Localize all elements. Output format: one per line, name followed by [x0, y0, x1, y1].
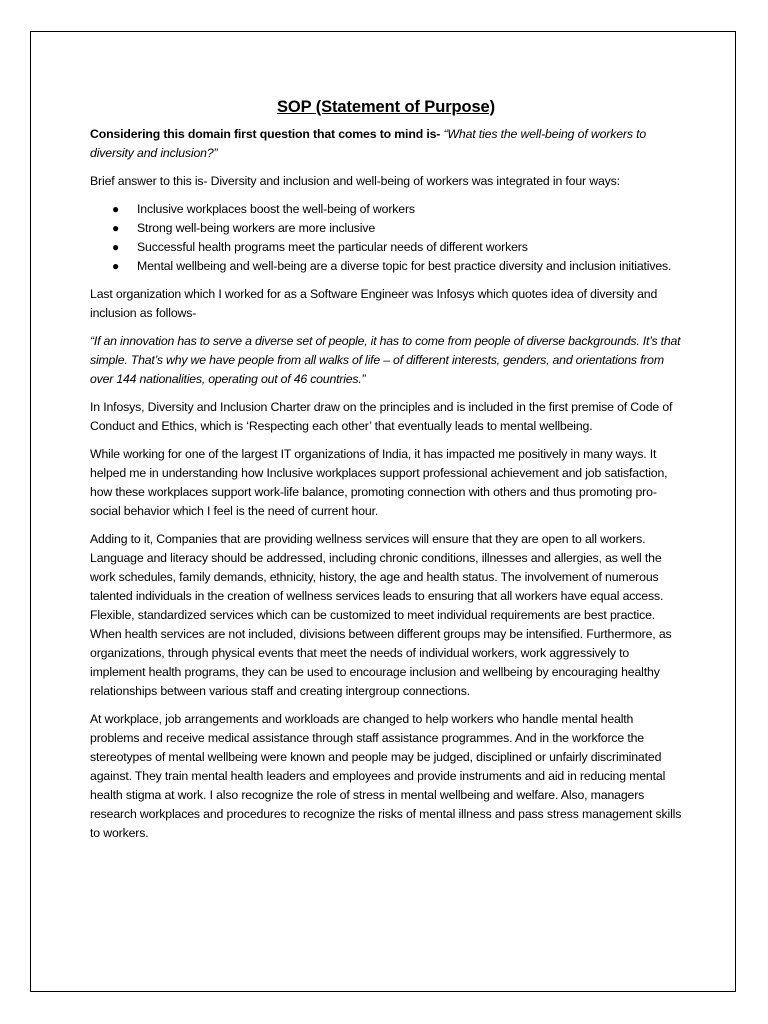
bullet-item: [90, 219, 682, 238]
intro-question: “What ties the well-being of workers to diversity and inclusion?”: [90, 127, 647, 160]
adding-to-it-paragraph: Adding to it, Companies that are providing wellness services will ensure that they are open to all workers. Language and literacy should be addressed, including chronic conditions, illnesses and allergies, as well the work schedules, family demands, ethnicity, history, the age and health status. The involvement of numerous talented individuals in the creation of wellness services leads to ensuring that all workers have equal access. Flexible, standardized services which can be customized to meet individual requirements are best practice. When health services are not included, divisions between different groups may be intensified. Furthermore, as organizations, through physical events that meet the needs of individual workers, work aggressively to implement health programs, they can be used to encourage inclusion and wellbeing by encouraging healthy relationships between various staff and creating intergroup connections.: [90, 532, 672, 698]
bullet-text: Strong well-being workers are more inclusive: [137, 221, 376, 235]
bullet-text: Successful health programs meet the particular needs of different workers: [137, 240, 528, 254]
document-page: [30, 31, 736, 992]
bullet-text: Mental wellbeing and well-being are a diverse topic for best practice diversity and inclusion initiatives.: [137, 259, 672, 273]
infosys-quote: “If an innovation has to serve a diverse set of people, it has to come from people of diverse backgrounds. It’s that simple. That’s why we have people from all walks of life – of different interests, genders, and orientations from over 144 nationalities, operating out of 46 countries.”: [90, 334, 681, 386]
last-organization-paragraph: Last organization which I worked for as a Software Engineer was Infosys which quotes idea of diversity and inclusion as follows-: [90, 287, 658, 320]
document-title: SOP (Statement of Purpose): [276, 98, 496, 116]
ways-bullet-list: [90, 200, 682, 276]
bullet-item: [90, 238, 682, 257]
bullet-item: [90, 257, 682, 276]
intro-paragraph: [90, 125, 682, 163]
bullet-icon: ●: [112, 202, 120, 216]
while-working-paragraph: While working for one of the largest IT organizations of India, it has impacted me positively in many ways. It helped me in understanding how Inclusive workplaces support professional achievement and job satisfaction, how these workplaces support work-life balance, promoting connection with others and thus promoting pro-social behavior which I feel is the need of current hour.: [90, 447, 668, 518]
brief-answer-paragraph: Brief answer to this is- Diversity and inclusion and well-being of workers was integrated in four ways:: [90, 174, 620, 188]
intro-lead: Considering this domain first question that comes to mind is-: [90, 127, 444, 141]
infosys-charter-paragraph: In Infosys, Diversity and Inclusion Charter draw on the principles and is included in the first premise of Code of Conduct and Ethics, which is ‘Respecting each other’ that eventually leads to mental wellbeing.: [90, 400, 673, 433]
bullet-text: Inclusive workplaces boost the well-being of workers: [137, 202, 415, 216]
bullet-icon: ●: [112, 259, 120, 273]
document-content: [90, 96, 682, 852]
at-workplace-paragraph: At workplace, job arrangements and workloads are changed to help workers who handle mental health problems and receive medical assistance through staff assistance programmes. And in the workforce the stereotypes of mental wellbeing were known and people may be judged, disciplined or unfairly discriminated against. They train mental health leaders and employees and provide instruments and aid in reducing mental health stigma at work. I also recognize the role of stress in mental wellbeing and welfare. Also, managers research workplaces and procedures to recognize the risks of mental illness and pass stress management skills to workers.: [90, 712, 682, 840]
bullet-icon: ●: [112, 240, 120, 254]
bullet-item: [90, 200, 682, 219]
bullet-icon: ●: [112, 221, 120, 235]
